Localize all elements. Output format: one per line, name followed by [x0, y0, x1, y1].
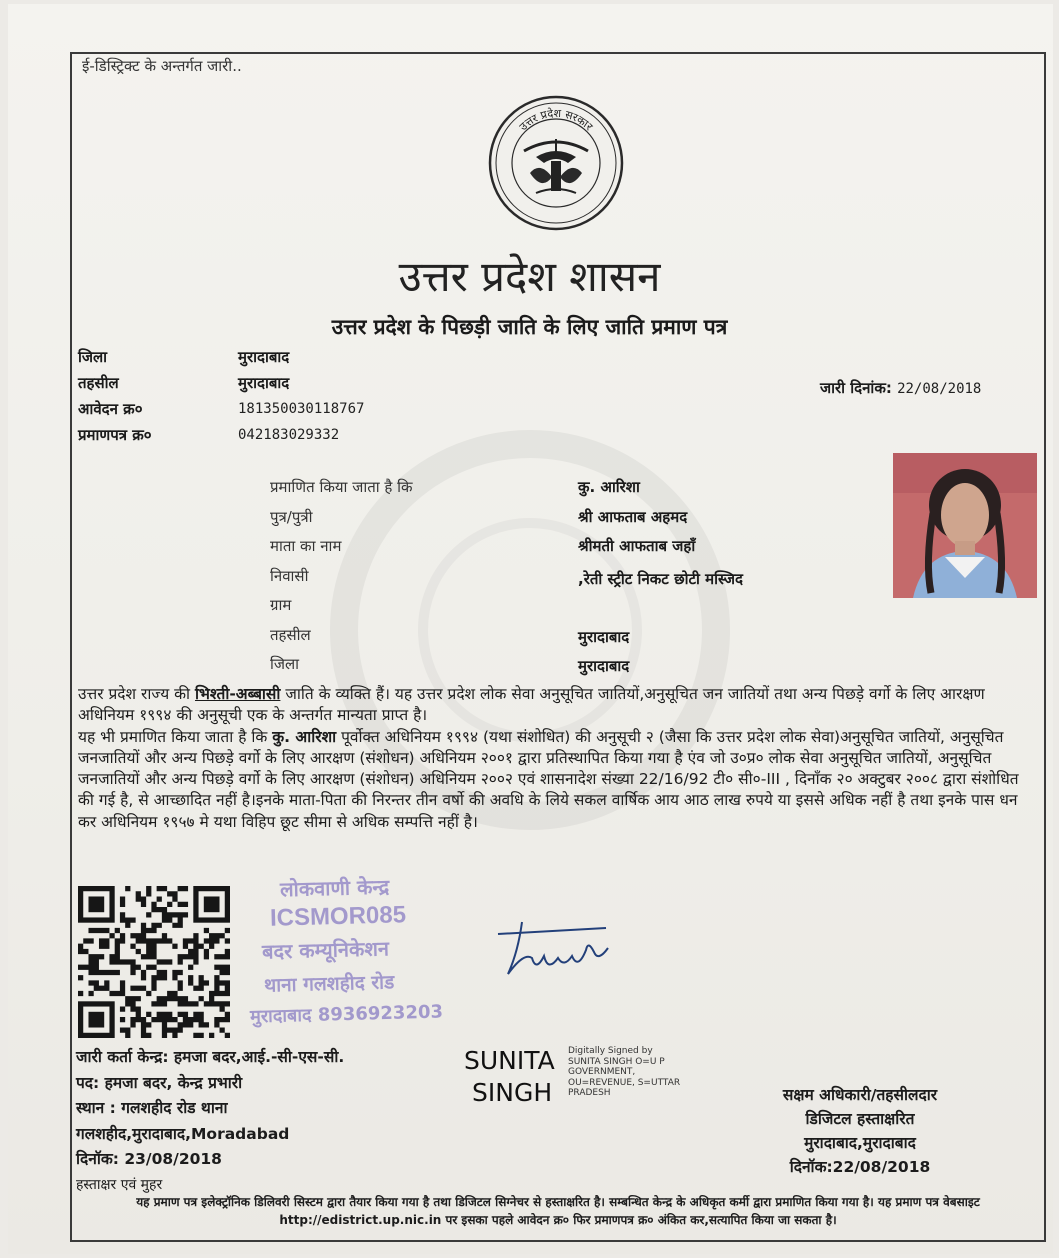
applicant-photo	[893, 453, 1037, 598]
district-value: मुरादाबाद	[238, 348, 290, 366]
issuer-place-2: गलशहीद,मुरादाबाद,Moradabad	[76, 1124, 290, 1143]
issue-date-label: जारी दिनांक:	[820, 379, 892, 397]
up-state-emblem-icon	[484, 93, 628, 233]
verification-footer: यह प्रमाण पत्र इलेक्ट्रॉनिक डिलिवरी सिस्टम द्वारा तैयार किया गया है तथा डिजिटल सिग्नेचर से हस्ताक्षरित है। सम्बन्धित केन्द्र के अधिकृत कर्मी द्वारा प्रमाणित किया गया है। यह प्रमाण पत्र वेबसाइट http://edistrict.up.nic.in पर इसका पहले आवेदन क्र० फिर प्रमाणपत्र क्र० अंकित कर,सत्यापित किया जा सकता है।	[136, 1195, 980, 1227]
stamp-line-2: ICSMOR085	[269, 901, 407, 932]
svg-text:उत्तर प्रदेश सरकार: उत्तर प्रदेश सरकार	[516, 106, 596, 134]
district-label: जिला	[78, 348, 108, 366]
header-note: ई-डिस्ट्रिक्ट के अन्तर्गत जारी..	[82, 57, 242, 75]
digital-signer-name: SUNITA SINGH	[464, 1046, 555, 1107]
stamp-line-4: थाना गलशहीद रोड	[263, 971, 395, 997]
body-paragraph-1: उत्तर प्रदेश राज्य की भिश्ती-अब्बासी जाति के व्यक्ति हैं। यह उत्तर प्रदेश लोक सेवा अनुसूचित जातियों,अनुसूचित जन जातियों तथा अन्य पिछड़े वर्गो के लिए आरक्षण अधिनियम १९९४ की अनुसूची एक के अन्तर्गत मान्यता प्राप्त है।	[78, 685, 985, 725]
caste-name: भिश्ती-अब्बासी	[194, 685, 281, 703]
officer-date: दिनॉक:22/08/2018	[789, 1158, 931, 1176]
certificate-body	[78, 684, 1038, 833]
stamp-line-3: बदर कम्यूनिकेशन	[261, 936, 390, 964]
parent-label: पुत्र/पुत्री	[270, 508, 313, 526]
mother-value: श्रीमती आफताब जहाँ	[578, 537, 696, 555]
issuer-center: जारी कर्ता केन्द्र: हमजा बदर,आई.-सी-एस-सी.	[76, 1048, 345, 1066]
certified-label: प्रमाणित किया जाता है कि	[270, 478, 413, 496]
handwritten-signature	[488, 912, 618, 987]
issuer-date: दिनॉक: 23/08/2018	[76, 1150, 222, 1168]
issuer-block	[76, 1045, 344, 1198]
certificate-number-label: प्रमाणपत्र क्र०	[78, 426, 152, 444]
applicant-name: कु. आरिशा	[578, 478, 640, 496]
mother-label: माता का नाम	[270, 537, 342, 555]
officer-signed: डिजिटल हस्ताक्षरित	[805, 1110, 915, 1128]
parent-value: श्री आफताब अहमद	[578, 508, 688, 526]
officer-block	[740, 1083, 980, 1179]
officer-place: मुरादाबाद,मुरादाबाद	[804, 1134, 916, 1152]
village-label: ग्राम	[270, 596, 292, 614]
stamp-line-1: लोकवाणी केन्द्र	[279, 874, 390, 902]
issuer-sign-label: हस्ताक्षर एवं मुहर	[76, 1176, 163, 1193]
digital-signature-info: Digitally Signed by SUNITA SINGH O=U P GOVERNMENT, OU=REVENUE, S=UTTAR PRADESH	[568, 1046, 681, 1098]
person-district-label: जिला	[270, 655, 300, 673]
body-paragraph-2: यह भी प्रमाणित किया जाता है कि कु. आरिशा पूर्वोक्त अधिनियम १९९४ (यथा संशोधित) की अनुसूची २ (जैसा कि उत्तर प्रदेश लोक सेवा)अनुसूचित जातियों, अनुसूचित जनजातियों और अन्य पिछड़े वर्गो के लिए आरक्षण (संशोधन) अधिनियम २००१ द्वारा प्रतिस्थापित किया गया है एंव जो उ०प्र० लोक सेवा अनुसूचित जातियों, अनुसूचित जनजातियों और अन्य पिछड़े वर्गो के लिए आरक्षण (संशोधन) अधिनियम २००२ एवं शासनादेश संख्या 22/16/92 टी० सी०-III , दिनाँक २० अक्टुबर २००८ द्वारा संशोधित की गई है, से आच्छादित नहीं है।इनके माता-पिता की निरन्तर तीन वर्षो की अवधि के लिये सकल वार्षिक आय आठ लाख रुपये या इससे अधिक नहीं है तथा इनके पास धन कर अधिनियम १९५७ मे यथा विहिप छूट सीमा से अधिक सम्पत्ति नहीं है।	[78, 727, 1019, 831]
tehsil-value: मुरादाबाद	[238, 374, 290, 392]
government-title: उत्तर प्रदेश शासन	[398, 252, 661, 301]
stamp-line-5: मुरादाबाद 8936923203	[249, 1001, 444, 1028]
person-tehsil-label: तहसील	[270, 626, 311, 644]
certificate-title: उत्तर प्रदेश के पिछड़ी जाति के लिए जाति प्रमाण पत्र	[331, 315, 728, 339]
qr-code	[78, 886, 230, 1038]
body-applicant-name: कु. आरिशा	[272, 727, 337, 746]
certificate-number-value: 042183029332	[238, 427, 340, 443]
person-tehsil-value: मुरादाबाद	[578, 628, 630, 646]
officer-title: सक्षम अधिकारी/तहसीलदार	[782, 1086, 938, 1104]
person-district-value: मुरादाबाद	[578, 657, 630, 675]
issue-date	[820, 378, 981, 398]
issuer-place-1: स्थान : गलशहीद रोड थाना	[76, 1099, 228, 1117]
resident-label: निवासी	[270, 567, 309, 585]
tehsil-label: तहसील	[78, 374, 119, 392]
resident-value: ,रेती स्ट्रीट निकट छोटी मस्जिद	[578, 570, 743, 588]
application-number-value: 181350030118767	[238, 401, 365, 417]
application-number-label: आवेदन क्र०	[78, 400, 143, 418]
issuer-post: पद: हमजा बदर, केन्द्र प्रभारी	[76, 1073, 243, 1092]
issue-date-value: 22/08/2018	[897, 381, 982, 397]
